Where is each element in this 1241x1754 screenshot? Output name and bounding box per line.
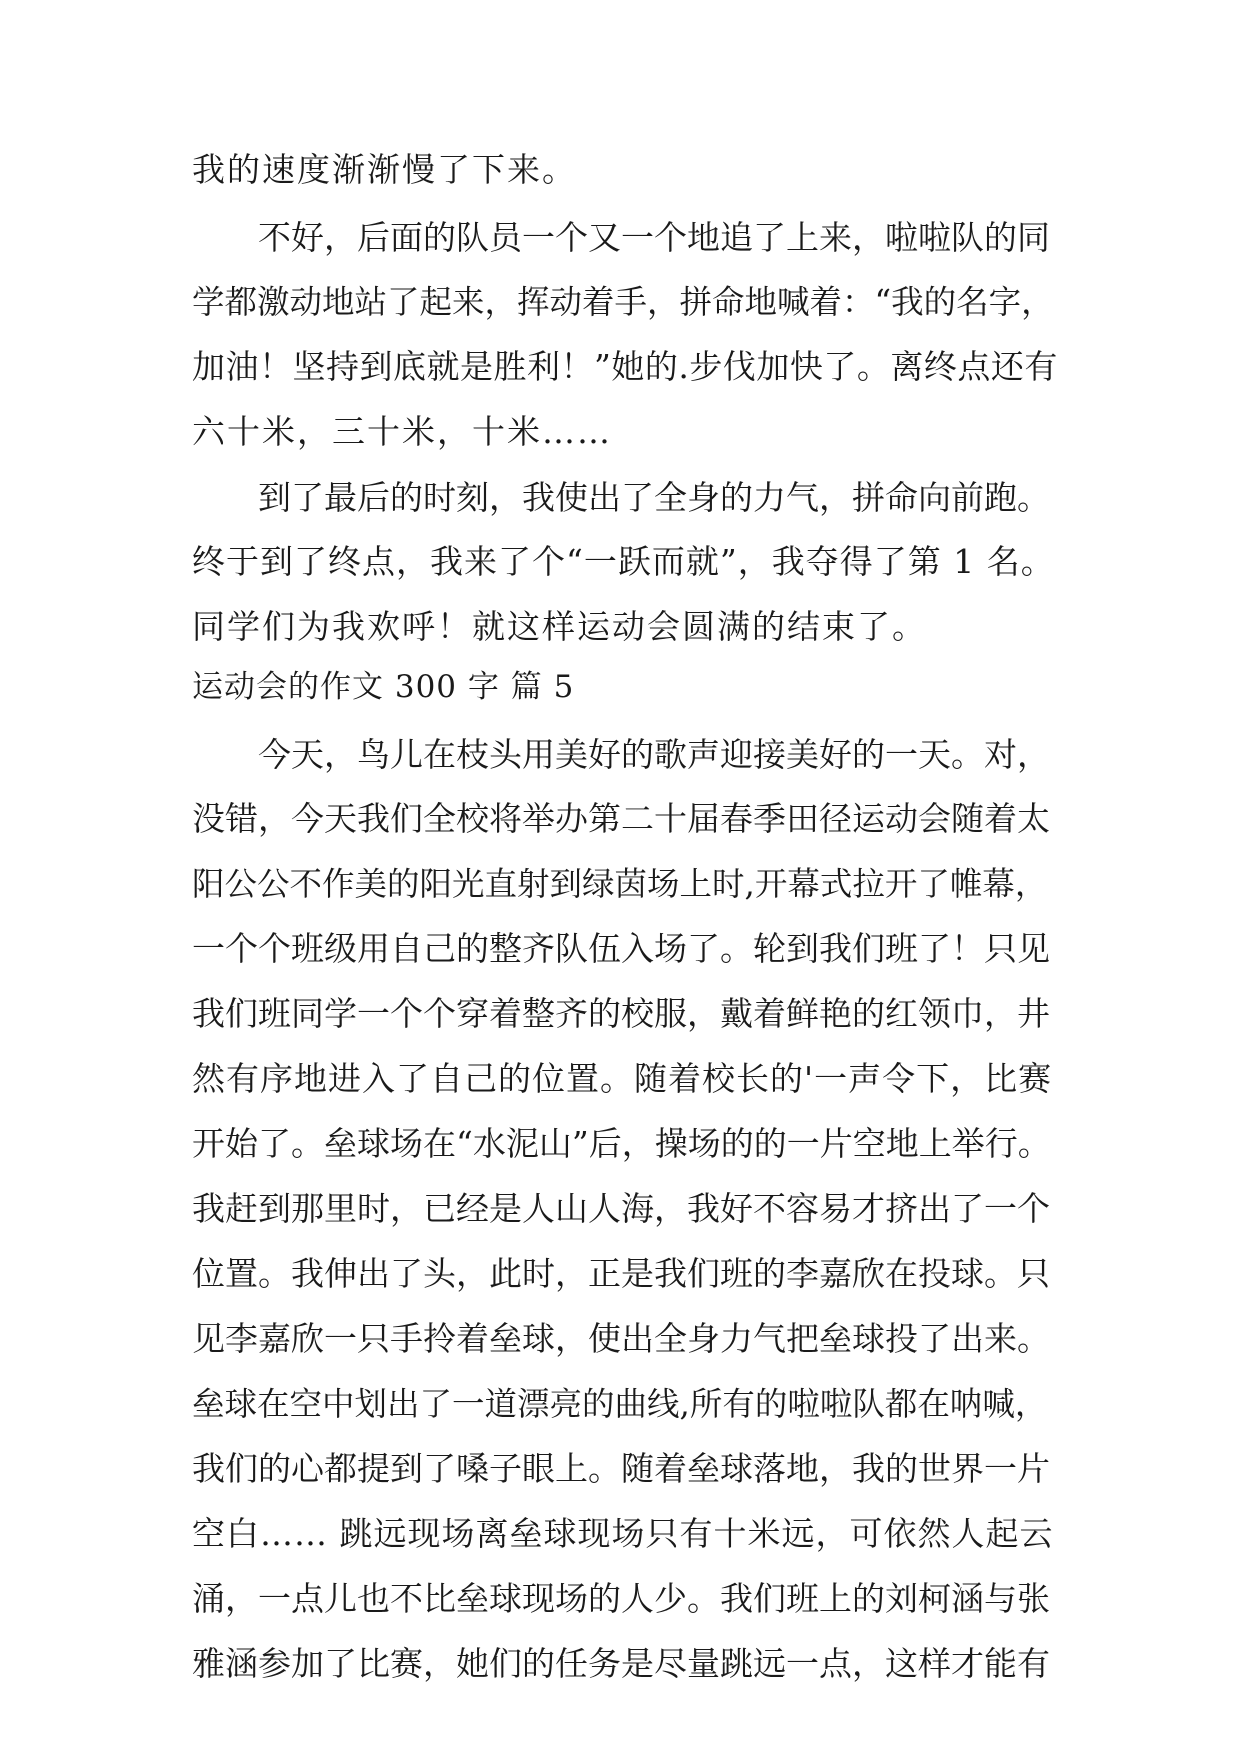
- text-line: 一个个班级用自己的整齐队伍入场了。轮到我们班了！只见: [192, 929, 1050, 968]
- text-line: 六十米，三十米，十米……: [192, 412, 612, 451]
- text-line: 涌，一点儿也不比垒球现场的人少。我们班上的刘柯涵与张: [192, 1579, 1050, 1618]
- text-line: 垒球在空中划出了一道漂亮的曲线,所有的啦啦队都在呐喊，: [192, 1385, 1048, 1423]
- text-line: 我们的心都提到了嗓子眼上。随着垒球落地，我的世界一片: [192, 1449, 1050, 1488]
- text-line: 加油！坚持到底就是胜利！”她的.步伐加快了。离终点还有: [192, 347, 1058, 386]
- text-line: 然有序地进入了自己的位置。随着校长的'一声令下，比赛: [192, 1059, 1053, 1098]
- text-line: 开始了。垒球场在“水泥山”后，操场的的一片空地上举行。: [192, 1124, 1051, 1163]
- text-line: 阳公公不作美的阳光直射到绿茵场上时,开幕式拉开了帷幕，: [192, 865, 1048, 903]
- text-line: 空白…… 跳远现场离垒球现场只有十米远，可依然人起云: [192, 1514, 1054, 1553]
- text-line: 位置。我伸出了头，此时，正是我们班的李嘉欣在投球。只: [192, 1254, 1050, 1293]
- text-line: 终于到了终点，我来了个“一跃而就”，我夺得了第 1 名。: [192, 542, 1055, 581]
- text-line: 我的速度渐渐慢了下来。: [192, 150, 577, 189]
- text-line: 没错，今天我们全校将举办第二十届春季田径运动会随着太: [192, 799, 1050, 838]
- text-line: 学都激动地站了起来，挥动着手，拼命地喊着：“我的名字，: [192, 283, 1054, 321]
- text-line: 同学们为我欢呼！就这样运动会圆满的结束了。: [192, 607, 927, 646]
- text-line: 见李嘉欣一只手拎着垒球，使出全身力气把垒球投了出来。: [192, 1319, 1050, 1358]
- text-line: 我赶到那里时，已经是人山人海，我好不容易才挤出了一个: [192, 1189, 1050, 1228]
- section-heading: 运动会的作文 300 字 篇 5: [192, 669, 575, 705]
- text-line: 我们班同学一个个穿着整齐的校服，戴着鲜艳的红领巾，井: [192, 994, 1050, 1033]
- paragraph-first-line: 不好，后面的队员一个又一个地追了上来，啦啦队的同: [258, 218, 1050, 257]
- paragraph-first-line: 到了最后的时刻，我使出了全身的力气，拼命向前跑。: [258, 478, 1050, 517]
- text-line: 雅涵参加了比赛，她们的任务是尽量跳远一点，这样才能有: [192, 1644, 1050, 1683]
- paragraph-first-line: 今天，鸟儿在枝头用美好的歌声迎接美好的一天。对，: [258, 735, 1050, 774]
